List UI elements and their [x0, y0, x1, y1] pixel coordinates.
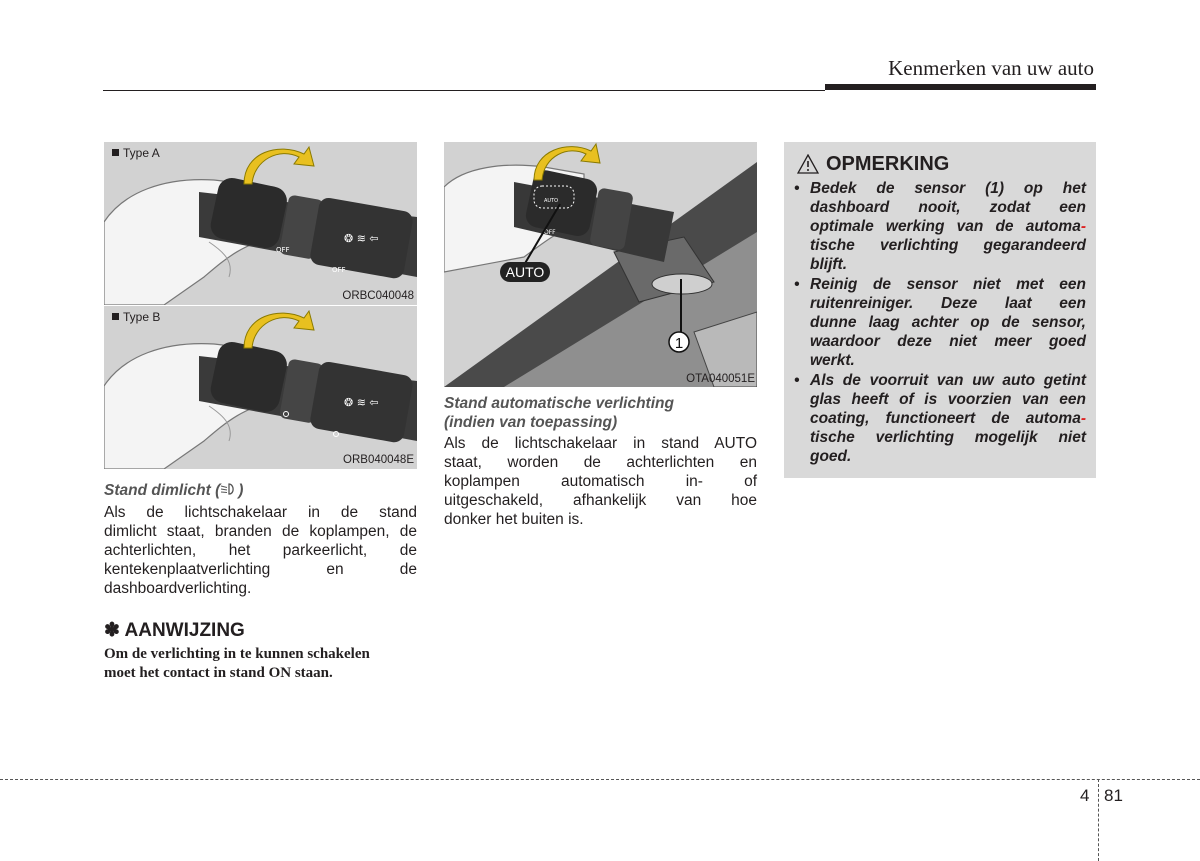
paragraph-line: uitgeschakeld, afhankelijk van hoe: [444, 492, 757, 509]
opmerking-list: [794, 179, 1086, 467]
list-item: • Als de voorruit van uw auto getint glas heeft of is voorzien van een coating, functioneert de automa- tische verlichting mogelijk niet goed.: [794, 372, 1086, 465]
figure-type-a: [104, 142, 417, 305]
switch-off-label: OFF: [544, 229, 556, 236]
figure-auto-sensor: [444, 142, 757, 387]
paragraph-line: Als de lichtschakelaar in de stand: [104, 504, 417, 521]
note-body: [104, 645, 418, 683]
rotate-arrow-icon: [244, 311, 314, 348]
note-heading: ✽ AANWIJZING: [104, 620, 245, 641]
footer-dashed-divider: [1098, 779, 1099, 861]
auto-light-sensor-illustration: [444, 142, 757, 387]
light-switch-stalk-illustration: [104, 306, 417, 469]
paragraph-line: kentekenplaatverlichting en de: [104, 561, 417, 578]
note-line: Om de verlichting in te kunnen schakelen: [104, 646, 370, 662]
section-heading-auto-light: Stand automatische verlichting (indien van toepassing): [444, 395, 674, 431]
paragraph-line: koplampen automatisch in- of: [444, 473, 757, 490]
list-item: • Bedek de sensor (1) op het dashboard nooit, zodat een optimale werking van de automa- tische verlichting gegarandeerd blijft.: [794, 180, 1086, 273]
paragraph-line: dimlicht staat, branden de koplampen, de: [104, 523, 417, 540]
rotate-arrow-icon: [244, 147, 314, 184]
figure-type-b: [104, 306, 417, 469]
warning-icon: [797, 154, 819, 174]
opmerking-box: [784, 142, 1096, 478]
footer-dashed-rule: [0, 779, 1200, 780]
chapter-number: 4: [1080, 786, 1090, 805]
figure-type-label: Type B: [112, 310, 160, 324]
note-line: moet het contact in stand ON staan.: [104, 665, 333, 681]
opmerking-title: OPMERKING: [826, 153, 950, 175]
header-rule-thick: [825, 84, 1096, 90]
asterisk-icon: ✽: [104, 620, 120, 641]
low-beam-paragraph: [104, 503, 417, 598]
section-heading-low-beam: Stand dimlicht ( ): [104, 482, 244, 499]
page-number: 81: [1104, 786, 1123, 805]
headlight-symbols: ❂ ≋ ⇦: [344, 232, 379, 245]
paragraph-line: staat, worden de achterlichten en: [444, 454, 757, 471]
switch-off-label: OFF: [276, 246, 290, 254]
list-item: • Reinig de sensor niet met een ruitenreiniger. Deze laat een dunne laag achter op de sensor, waardoor deze niet meer goed werkt.: [794, 276, 1086, 369]
low-beam-icon: [220, 482, 238, 496]
auto-light-paragraph: [444, 434, 757, 529]
auto-callout-label: AUTO: [505, 264, 545, 280]
paragraph-line: donker het buiten is.: [444, 511, 584, 528]
light-switch-stalk-illustration: [104, 142, 417, 305]
switch-off-label: OFF: [332, 266, 346, 274]
auto-tiny-label: AUTO: [544, 198, 559, 204]
running-header-title: Kenmerken van uw auto: [888, 56, 1094, 80]
figure-type-label: Type A: [112, 146, 160, 160]
headlight-symbols: ❂ ≋ ⇦: [344, 396, 379, 409]
paragraph-line: dashboardverlichting.: [104, 580, 252, 597]
paragraph-line: Als de lichtschakelaar in stand AUTO: [444, 435, 757, 452]
figure-code: OTA040051E: [686, 373, 755, 385]
figure-code: ORBC040048: [342, 290, 414, 302]
figure-code: ORB040048E: [343, 454, 414, 466]
sensor-callout-number: 1: [674, 335, 684, 352]
paragraph-line: achterlichten, het parkeerlicht, de: [104, 542, 417, 559]
header-rule: [103, 90, 825, 91]
